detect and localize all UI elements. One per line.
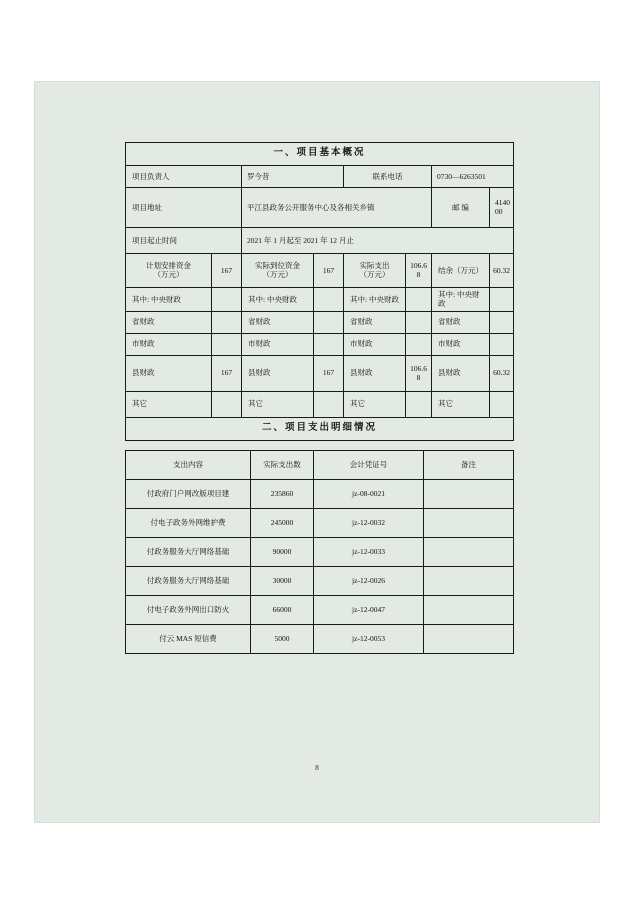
central-value-in bbox=[314, 287, 344, 311]
col-header-content: 支出内容 bbox=[126, 450, 251, 479]
city-value-out bbox=[406, 333, 432, 355]
actual-out-label-line2: （万元） bbox=[359, 270, 390, 280]
city-label-balance: 市财政 bbox=[432, 333, 490, 355]
central-label-balance: 其中: 中央财政 bbox=[432, 287, 490, 311]
table-row bbox=[126, 479, 514, 508]
county-label-plan: 县财政 bbox=[126, 355, 212, 391]
central-value-out bbox=[406, 287, 432, 311]
expense-amount: 30000 bbox=[251, 566, 314, 595]
expense-content: 付政务服务大厅网络基础 bbox=[126, 537, 251, 566]
other-label-in: 其它 bbox=[242, 391, 314, 417]
table-row bbox=[126, 253, 514, 287]
table-row bbox=[126, 143, 514, 166]
document-page bbox=[35, 82, 599, 822]
table-header-row bbox=[126, 450, 514, 479]
expense-content: 付电子政务外网维护费 bbox=[126, 508, 251, 537]
table-row bbox=[126, 624, 514, 653]
section2-title: 二、项目支出明细情况 bbox=[126, 417, 514, 440]
table-gap bbox=[125, 441, 513, 450]
expense-amount: 90000 bbox=[251, 537, 314, 566]
actual-out-label bbox=[344, 253, 406, 287]
county-value-in: 167 bbox=[314, 355, 344, 391]
other-value-balance bbox=[490, 391, 514, 417]
table-row bbox=[126, 227, 514, 253]
table-row bbox=[126, 333, 514, 355]
balance-value: 60.32 bbox=[490, 253, 514, 287]
table-row bbox=[126, 287, 514, 311]
table-row bbox=[126, 391, 514, 417]
phone-label: 联系电话 bbox=[344, 165, 432, 187]
table-row bbox=[126, 508, 514, 537]
expense-remark bbox=[424, 595, 514, 624]
manager-label: 项目负责人 bbox=[126, 165, 242, 187]
city-value-balance bbox=[490, 333, 514, 355]
expense-amount: 235860 bbox=[251, 479, 314, 508]
expense-remark bbox=[424, 624, 514, 653]
other-label-balance: 其它 bbox=[432, 391, 490, 417]
central-value-plan bbox=[212, 287, 242, 311]
central-label-plan: 其中: 中央财政 bbox=[126, 287, 212, 311]
county-label-out: 县财政 bbox=[344, 355, 406, 391]
section1-title: 一、项目基本概况 bbox=[126, 143, 514, 166]
county-value-plan: 167 bbox=[212, 355, 242, 391]
city-value-in bbox=[314, 333, 344, 355]
city-value-plan bbox=[212, 333, 242, 355]
actual-in-label-line2: （万元） bbox=[262, 270, 293, 280]
balance-label: 结余（万元） bbox=[432, 253, 490, 287]
col-header-voucher: 会计凭证号 bbox=[314, 450, 424, 479]
expense-remark bbox=[424, 537, 514, 566]
col-header-remark: 备注 bbox=[424, 450, 514, 479]
province-label-balance: 省财政 bbox=[432, 311, 490, 333]
province-value-in bbox=[314, 311, 344, 333]
other-label-out: 其它 bbox=[344, 391, 406, 417]
other-value-plan bbox=[212, 391, 242, 417]
actual-out-label-line1: 实际支出 bbox=[359, 261, 390, 270]
county-value-balance: 60.32 bbox=[490, 355, 514, 391]
expense-remark bbox=[424, 566, 514, 595]
col-header-amount: 实际支出数 bbox=[251, 450, 314, 479]
expense-amount: 66000 bbox=[251, 595, 314, 624]
table-row bbox=[126, 417, 514, 440]
county-label-balance: 县财政 bbox=[432, 355, 490, 391]
central-label-out: 其中: 中央财政 bbox=[344, 287, 406, 311]
city-label-out: 市财政 bbox=[344, 333, 406, 355]
plan-funding-value: 167 bbox=[212, 253, 242, 287]
plan-funding-label-line2: （万元） bbox=[153, 270, 184, 280]
expense-voucher: jz-12-0026 bbox=[314, 566, 424, 595]
expense-remark bbox=[424, 479, 514, 508]
plan-funding-label-line1: 计划安排资金 bbox=[146, 261, 191, 270]
table-row bbox=[126, 187, 514, 227]
province-label-in: 省财政 bbox=[242, 311, 314, 333]
table-row bbox=[126, 165, 514, 187]
project-overview-table bbox=[125, 142, 514, 441]
expense-amount: 5000 bbox=[251, 624, 314, 653]
province-value-plan bbox=[212, 311, 242, 333]
document-content bbox=[125, 142, 513, 654]
expense-content: 付政务服务大厅网络基础 bbox=[126, 566, 251, 595]
page-number: 8 bbox=[315, 764, 319, 772]
manager-value: 罗今昔 bbox=[242, 165, 344, 187]
actual-out-value: 106.68 bbox=[406, 253, 432, 287]
postcode-value: 414000 bbox=[490, 187, 514, 227]
city-label-plan: 市财政 bbox=[126, 333, 212, 355]
expense-amount: 245000 bbox=[251, 508, 314, 537]
period-label: 项目起止时间 bbox=[126, 227, 242, 253]
province-value-out bbox=[406, 311, 432, 333]
period-value: 2021 年 1 月起至 2021 年 12 月止 bbox=[242, 227, 514, 253]
table-row bbox=[126, 355, 514, 391]
expense-voucher: jz-12-0033 bbox=[314, 537, 424, 566]
county-value-out: 106.68 bbox=[406, 355, 432, 391]
table-row bbox=[126, 595, 514, 624]
expense-voucher: jz-12-0053 bbox=[314, 624, 424, 653]
table-row bbox=[126, 537, 514, 566]
table-row bbox=[126, 566, 514, 595]
expense-voucher: jz-08-0021 bbox=[314, 479, 424, 508]
other-value-out bbox=[406, 391, 432, 417]
city-label-in: 市财政 bbox=[242, 333, 314, 355]
other-value-in bbox=[314, 391, 344, 417]
central-value-balance bbox=[490, 287, 514, 311]
county-label-in: 县财政 bbox=[242, 355, 314, 391]
other-label-plan: 其它 bbox=[126, 391, 212, 417]
table-row bbox=[126, 311, 514, 333]
central-label-in: 其中: 中央财政 bbox=[242, 287, 314, 311]
province-label-plan: 省财政 bbox=[126, 311, 212, 333]
address-label: 项目地址 bbox=[126, 187, 242, 227]
actual-in-value: 167 bbox=[314, 253, 344, 287]
postcode-label: 邮 编 bbox=[432, 187, 490, 227]
expense-remark bbox=[424, 508, 514, 537]
expense-content: 付政府门户网改版项目建 bbox=[126, 479, 251, 508]
expense-voucher: jz-12-0032 bbox=[314, 508, 424, 537]
province-value-balance bbox=[490, 311, 514, 333]
expense-voucher: jz-12-0047 bbox=[314, 595, 424, 624]
province-label-out: 省财政 bbox=[344, 311, 406, 333]
actual-in-label-line1: 实际到位资金 bbox=[255, 261, 300, 270]
actual-in-label bbox=[242, 253, 314, 287]
plan-funding-label bbox=[126, 253, 212, 287]
expense-content: 付电子政务外网出口防火 bbox=[126, 595, 251, 624]
phone-value: 0730—6263501 bbox=[432, 165, 514, 187]
expense-content: 付云 MAS 短信费 bbox=[126, 624, 251, 653]
expense-detail-table bbox=[125, 450, 514, 654]
address-value: 平江县政务公开服务中心及各相关乡镇 bbox=[242, 187, 432, 227]
